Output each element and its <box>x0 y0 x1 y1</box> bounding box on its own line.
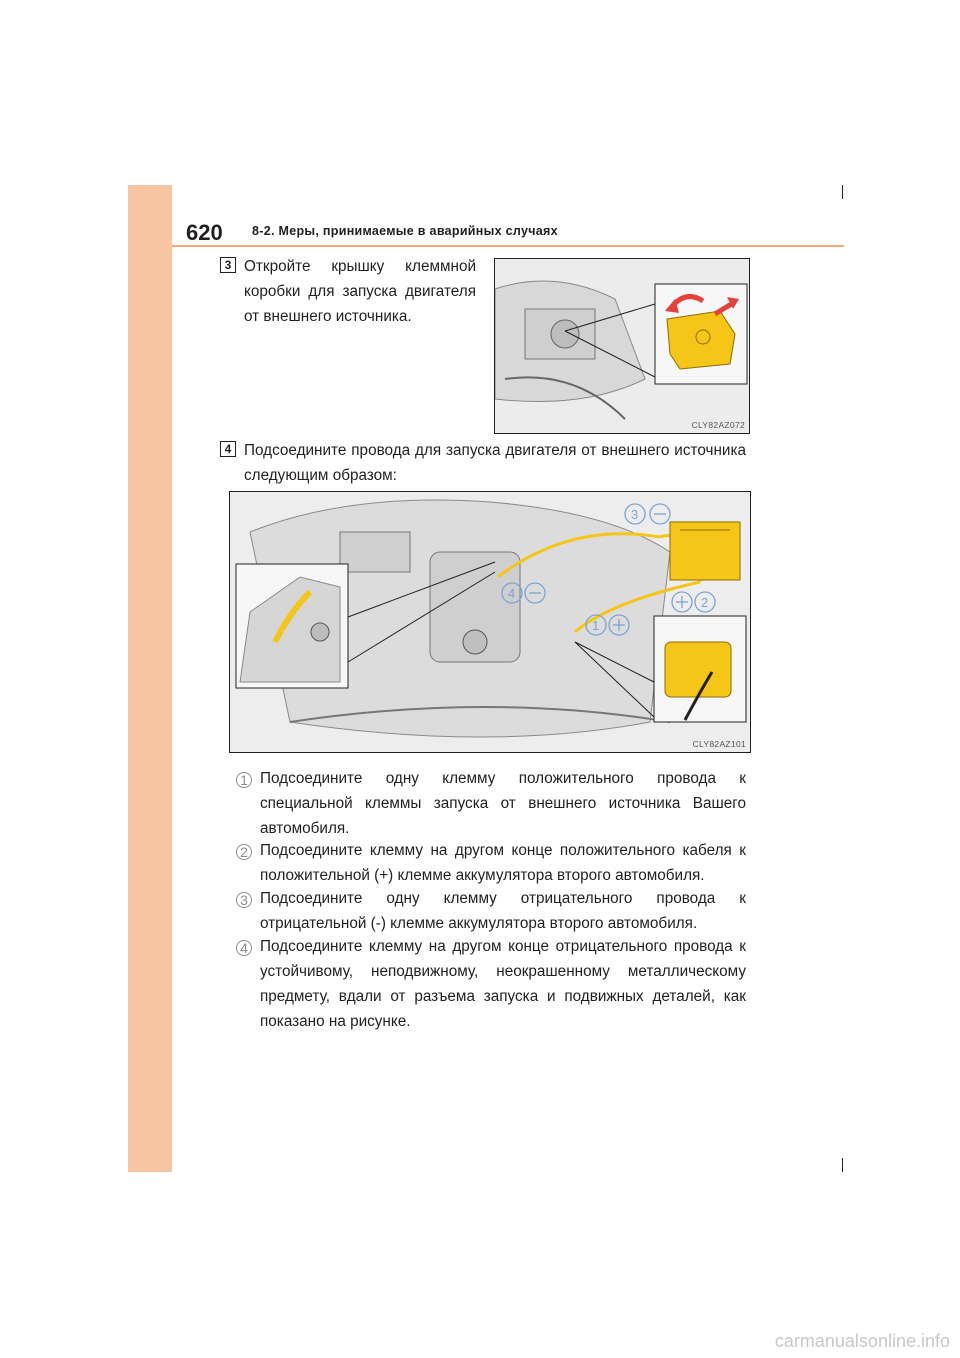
section-title: 8-2. Меры, принимаемые в аварийных случаях <box>252 224 558 238</box>
substep-2-text: Подсоедините клемму на другом конце положительного кабеля к положительной (+) клемме аккумулятора второго автомобиля. <box>260 842 746 884</box>
crop-mark-top <box>842 185 843 199</box>
step-3-text: Откройте крышку клеммной коробки для запуска двигателя от внешнего источника. <box>244 258 476 325</box>
substep-3-number: 3 <box>236 892 252 908</box>
step-4-badge: 4 <box>220 441 236 457</box>
callout-1-label: 1 <box>592 618 600 633</box>
jump-start-illustration <box>230 492 750 752</box>
callout-4-label: 4 <box>508 586 516 601</box>
substep-2-number: 2 <box>236 844 252 860</box>
section-side-tab <box>128 185 172 1172</box>
header-rule <box>172 245 844 247</box>
figure-code: CLY82AZ072 <box>691 420 745 430</box>
substep-3-text: Подсоедините одну клемму отрицательного провода к отрицательной (-) клемме аккумулятора второго автомобиля. <box>260 890 746 932</box>
crop-mark-bottom <box>842 1158 843 1172</box>
donor-battery <box>670 522 740 580</box>
engine-bay-illustration <box>495 259 749 433</box>
callout-3-label: 3 <box>631 507 639 522</box>
page-number: 620 <box>186 220 223 245</box>
callout-2-label: 2 <box>701 595 709 610</box>
figure-code: CLY82AZ101 <box>692 739 746 749</box>
figure-jump-start <box>229 491 751 753</box>
step-4-text: Подсоедините провода для запуска двигателя от внешнего источника следующим образом: <box>244 442 746 484</box>
substep-4-text: Подсоедините клемму на другом конце отрицательного провода к устойчивому, неподвижному, неокрашенному металлическому предмету, вдали от разъема запуска и подвижных деталей, как показано на рисунке. <box>260 938 746 1030</box>
substep-1-number: 1 <box>236 772 252 788</box>
substep-4-number: 4 <box>236 940 252 956</box>
step-3-badge: 3 <box>220 257 236 273</box>
substep-1-text: Подсоедините одну клемму положительного провода к специальной клеммы запуска от внешнего источника Вашего автомобиля. <box>260 770 746 837</box>
watermark: carmanualsonline.info <box>774 1331 950 1351</box>
figure-terminal-box <box>494 258 750 434</box>
